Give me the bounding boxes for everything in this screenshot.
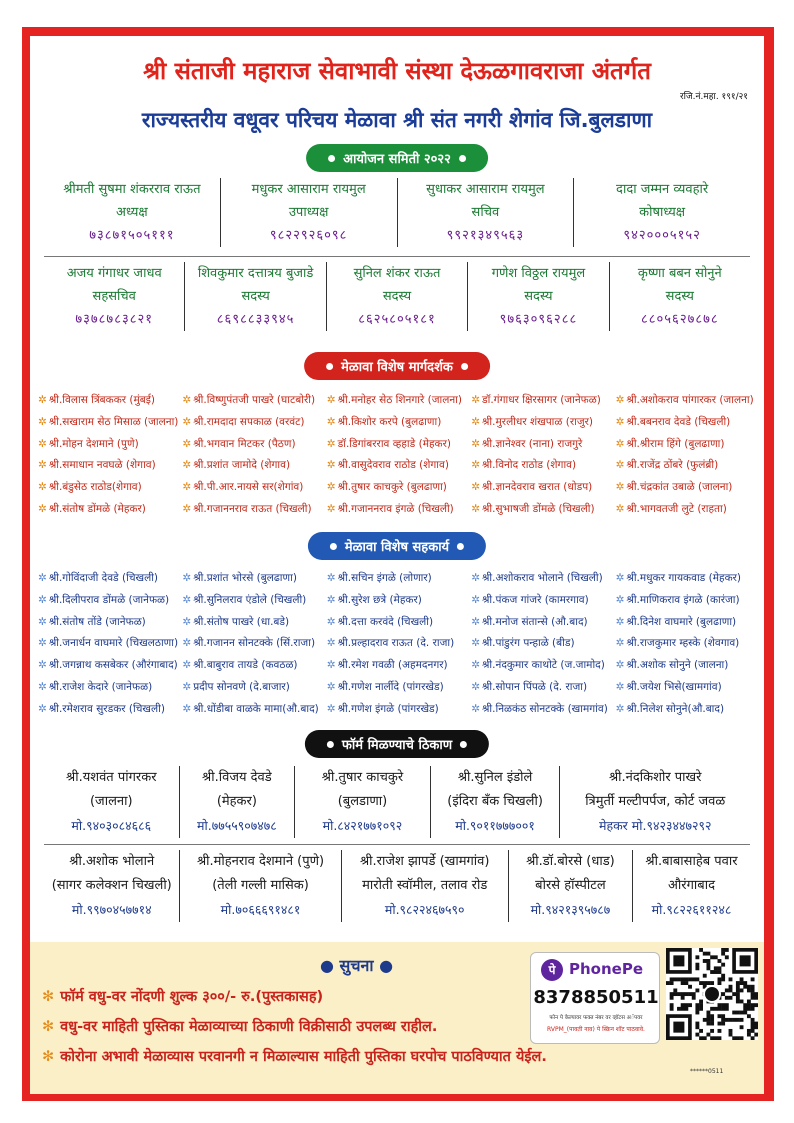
guide-name: ✲ श्री.चंद्रकांत उबाळे (जालना) [615, 481, 733, 494]
asterisk-icon: ✲ [38, 394, 47, 406]
guide-name: ✲ श्री.रामदादा सपकाळ (वरवंट) [182, 415, 305, 428]
form-location-cell [431, 766, 561, 838]
bullet-icon [460, 741, 467, 748]
asterisk-icon: ✲ [615, 415, 625, 428]
supporter-name: ✲ श्री.धोंडीबा वाळके मामा(औ.बाद) [182, 702, 319, 715]
member-phone: ९९२१३४९५६३ [446, 228, 525, 243]
location-name: श्री.बाबासाहेब पवार [645, 854, 738, 869]
location-name: श्री.डॉ.बोरसे (धाड) [526, 854, 615, 869]
form-location-cell [633, 850, 750, 922]
form-location-cell [560, 766, 750, 838]
location-address: मारोती स्वॉमील, तलाव रोड [362, 878, 488, 893]
supporter-name: ✲ श्री.दिलीपराव डोंमळे (जानेफळ) [38, 593, 170, 606]
asterisk-icon: ✲ [182, 637, 192, 650]
asterisk-icon: ✲ [38, 615, 47, 628]
guide-name: ✲ डॉ.डिगांबरराव व्हहाडे (मेहकर) [326, 437, 451, 450]
asterisk-icon: ✲ [615, 659, 625, 672]
asterisk-icon: ✲ [615, 481, 625, 494]
asterisk-icon: ✲ [326, 502, 336, 515]
asterisk-icon: ✲ [615, 459, 625, 472]
location-phone: मो.९०११७७७००१ [455, 818, 535, 833]
committee-member-cell [44, 262, 185, 331]
committee-member-cell [610, 262, 750, 331]
phonepe-note: फोन पे केल्यावर फक्त नंबर वर व्हॉटस अॅपवर [549, 1015, 643, 1021]
location-phone: मो.९८२२६११२४८ [651, 902, 732, 917]
guide-name: ✲ श्री.तुषार काचकुरे (बुलढाणा) [326, 481, 447, 494]
phonepe-logo-icon: पे [541, 959, 563, 981]
guide-name: ✲ श्री.श्रीराम हिंगे (बुलढाणा) [615, 437, 725, 450]
asterisk-icon: ✲ [471, 415, 480, 428]
guide-name: ✲ श्री.मुरलीधर शंखपाळ (राजुर) [471, 415, 594, 428]
location-name: श्री.सुनिल इंडोले [457, 770, 533, 785]
supporter-name: ✲ श्री.राजकुमार म्हस्के (शेवगाव) [615, 637, 740, 650]
member-phone: ८६९८८३३९४५ [216, 312, 295, 327]
bullet-icon [328, 155, 335, 162]
member-name: गणेश विठ्ठल रायमुल [491, 266, 586, 281]
asterisk-icon: ✲ [326, 459, 336, 472]
asterisk-icon: ✲ [326, 680, 336, 693]
committee-member-cell [468, 262, 609, 331]
guide-name: ✲ श्री.राजेंद्र ठोंबरे (फुलंब्री) [615, 459, 719, 472]
asterisk-icon: ✲ [471, 572, 480, 584]
member-role: सदस्य [382, 289, 412, 304]
bullet-icon [461, 363, 468, 370]
bullet-icon [459, 155, 466, 162]
supporter-name: ✲ प्रदीप सोनवणे (दे.बाजार) [182, 680, 290, 693]
page-title: श्री संताजी महाराज सेवाभावी संस्था देऊळगावराजा अंतर्गत [143, 57, 651, 85]
bullet-icon [326, 363, 333, 370]
bullet-icon [327, 741, 334, 748]
asterisk-icon: ✲ [38, 702, 47, 715]
form-location-cell [180, 850, 341, 922]
member-role: सदस्य [524, 289, 553, 304]
guide-name: ✲ श्री.गजाननराव राऊत (चिखली) [182, 502, 312, 515]
qr-code-label: ******0511 [690, 1068, 724, 1075]
notice-line: ✻ वधु-वर माहिती पुस्तिका मेळाव्याच्या ठिकाणी विक्रीसाठी उपलब्ध राहील. [42, 1019, 438, 1035]
supporter-name: ✲ श्री.जगन्नाथ कसबेकर (औरंगाबाद) [38, 659, 178, 672]
bullet-icon [330, 543, 337, 550]
guide-name: ✲ श्री.विनोद राठोड (शेगाव) [471, 459, 577, 472]
committee-member-cell [185, 262, 326, 331]
guide-name: ✲ श्री.विलास त्रिंबककर (मुंबई) [38, 394, 156, 406]
supporter-name: ✲ श्री.प्रशांत भोरसे (बुलढाणा) [182, 572, 297, 584]
member-role: सचिव [471, 205, 500, 220]
asterisk-icon: ✲ [38, 502, 47, 515]
member-role: सदस्य [665, 289, 694, 304]
asterisk-icon: ✲ [326, 572, 336, 584]
supporter-name: ✲ श्री.सचिन इंगळे (लोणार) [326, 572, 432, 584]
asterisk-icon: ✲ [326, 615, 336, 628]
member-role: सहसचिव [92, 289, 136, 304]
notice-line: ✻ फॉर्म वधु-वर नोंदणी शुल्क ३००/- रु.(पुस्तकासह) [42, 989, 324, 1005]
member-phone: ९८२२९२६०९८ [269, 228, 348, 243]
asterisk-icon: ✲ [182, 437, 192, 450]
location-address: त्रिमुर्ती मल्टीपर्पज, कोर्ट जवळ [585, 794, 726, 809]
asterisk-icon: ✲ [326, 481, 336, 494]
asterisk-icon: ✲ [615, 394, 625, 406]
supporter-name: ✲ श्री.पांडुरंग पन्हाळे (बीड) [471, 637, 575, 650]
location-phone: मो.९९७०४५७७१४ [71, 902, 152, 917]
asterisk-icon: ✲ [38, 680, 47, 693]
supporter-name: ✲ श्री.दत्ता करवंदे (चिखली) [326, 615, 434, 628]
supporter-name: ✲ श्री.जयेश भिसे(खामगांव) [615, 680, 722, 693]
committee-member-cell [221, 178, 398, 247]
supporter-name: ✲ श्री.मधुकर गायकवाड (मेहकर) [615, 572, 742, 584]
member-name: कृष्णा बबन सोनुने [637, 266, 722, 281]
member-role: सदस्य [241, 289, 270, 304]
asterisk-icon: ✻ [42, 989, 55, 1005]
guide-name: ✲ श्री.संतोष डोंमळे (मेहकर) [38, 502, 146, 515]
location-name: श्री.मोहनराव देशमाने (पुणे) [196, 854, 325, 869]
guides-heading: मेळावा विशेष मार्गदर्शक [304, 352, 490, 380]
member-name: मधुकर आसाराम रायमुल [251, 182, 366, 197]
notice-heading: ● सुचना ● [320, 956, 394, 975]
qr-code-icon [666, 948, 758, 1040]
committee-member-cell [327, 262, 468, 331]
support-list [38, 568, 760, 721]
location-name: श्री.तुषार काचकुरे [321, 770, 404, 785]
guide-name: ✲ श्री.वासुदेवराव राठोड (शेगाव) [326, 459, 449, 472]
asterisk-icon: ✲ [471, 637, 480, 650]
member-name: शिवकुमार दत्तात्रय बुजाडे [197, 266, 314, 281]
committee-heading: आयोजन समिती २०२२ [306, 144, 488, 172]
committee-member-cell [574, 178, 750, 247]
asterisk-icon: ✲ [326, 702, 336, 715]
member-phone: ८८०५६२७८७८ [641, 312, 719, 327]
committee-member-cell [398, 178, 575, 247]
guide-name: ✲ श्री.बंडुसेठ राठोड(शेगाव) [38, 481, 142, 494]
asterisk-icon: ✲ [615, 615, 625, 628]
member-role: कोषाध्यक्ष [639, 205, 686, 220]
supporter-name: ✲ श्री.बाबुराव तायडे (कवठळ) [182, 659, 298, 672]
supporter-name: ✲ श्री.माणिकराव इंगळे (कारंजा) [615, 593, 740, 606]
location-name: श्री.अशोक भोलाने [69, 854, 155, 869]
phonepe-number: 8378850511 [533, 987, 659, 1008]
asterisk-icon: ✲ [182, 394, 192, 406]
bullet-icon [457, 543, 464, 550]
phonepe-brand: PhonePe [569, 960, 643, 978]
form-location-cell [44, 766, 180, 838]
asterisk-icon: ✲ [471, 502, 480, 515]
location-address: औरंगाबाद [668, 878, 715, 893]
guide-name: ✲ श्री.सुभाषजी डोंमळे (चिखली) [471, 502, 595, 515]
supporter-name: ✲ श्री.रमेश गवळी (अहमदनगर) [326, 659, 448, 672]
location-address: (जालना) [89, 794, 133, 809]
location-name: श्री.राजेश झापर्डे (खामगांव) [359, 854, 490, 869]
notice-panel [30, 942, 764, 1094]
supporter-name: ✲ श्री.अशोकराव भोलाने (चिखली) [471, 572, 603, 584]
divider [44, 256, 750, 257]
asterisk-icon: ✲ [326, 437, 336, 450]
guide-name: ✲ श्री.विष्णुपंतजी पाखरे (घाटबोरी) [182, 394, 316, 406]
location-phone: मो.७७५५९०७४७८ [197, 818, 277, 833]
asterisk-icon: ✲ [182, 593, 192, 606]
asterisk-icon: ✲ [326, 593, 336, 606]
form-location-cell [180, 766, 296, 838]
supporter-name: ✲ श्री.सोपान पिंपळे (दे. राजा) [471, 680, 588, 693]
supporter-name: ✲ श्री.गजानन सोनटक्के (सिं.राजा) [182, 637, 316, 650]
supporter-name: ✲ श्री.नंदकुमार काथोटे (ज.जामोद) [471, 659, 605, 672]
location-name: श्री.विजय देवडे [202, 770, 272, 785]
location-phone: मो.९४२१३९५७८७ [530, 902, 611, 917]
asterisk-icon: ✲ [615, 572, 625, 584]
supporter-name: ✲ श्री.प्रल्हादराव राऊत (दे. राजा) [326, 637, 455, 650]
committee-member-cell [44, 178, 221, 247]
member-role: अध्यक्ष [116, 205, 148, 220]
location-address: (इंदिरा बँक चिखली) [447, 794, 543, 809]
guide-name: ✲ श्री.बबनराव देवडे (चिखली) [615, 415, 731, 428]
asterisk-icon: ✲ [38, 637, 47, 650]
form-location-cell [342, 850, 509, 922]
location-address: (सागर कलेक्शन चिखली) [51, 878, 172, 893]
asterisk-icon: ✲ [38, 437, 47, 450]
member-role: उपाध्यक्ष [288, 205, 329, 220]
supporter-name: ✲ श्री.संतोष पाखरे (धा.बडे) [182, 615, 290, 628]
guide-name: ✲ श्री.भगवान मिटकर (पैठण) [182, 437, 296, 450]
location-phone: मो.९८२२४६७५९० [384, 902, 465, 917]
committee-row-1 [44, 178, 750, 247]
asterisk-icon: ✲ [326, 637, 336, 650]
asterisk-icon: ✲ [471, 593, 480, 606]
asterisk-icon: ✲ [182, 502, 192, 515]
supporter-name: ✲ श्री.गणेश इंगळे (पांगरखेड) [326, 702, 439, 715]
supporter-name: ✲ श्री.सुरेश छत्रे (मेहकर) [326, 593, 422, 606]
member-phone: ८६२५८०५१८१ [358, 312, 436, 327]
guide-name: ✲ श्री.प्रशांत जामोदे (शेगाव) [182, 459, 291, 472]
asterisk-icon: ✲ [182, 415, 192, 428]
guide-name: ✲ श्री.समाधान नवघळे (शेगाव) [38, 459, 156, 472]
guide-name: ✲ श्री.अशोकराव पांगारकर (जालना) [615, 394, 754, 406]
member-phone: ७३८७१५०५१११ [89, 228, 175, 243]
member-phone: ९७६३०९६२८८ [499, 312, 578, 327]
asterisk-icon: ✻ [42, 1019, 55, 1035]
supporter-name: ✲ श्री.रमेशराव सुरडकर (चिखली) [38, 702, 165, 715]
asterisk-icon: ✲ [182, 702, 192, 715]
guide-name: ✲ श्री.भागवतजी लुटे (राहता) [615, 502, 727, 515]
asterisk-icon: ✲ [182, 659, 192, 672]
asterisk-icon: ✲ [471, 659, 480, 672]
forms-row-1 [44, 766, 750, 838]
member-name: दादा जम्मन व्यवहारे [616, 182, 709, 197]
supporter-name: ✲ श्री.निळकंठ सोनटक्के (खामगांव) [471, 702, 608, 715]
asterisk-icon: ✲ [38, 459, 47, 472]
asterisk-icon: ✲ [471, 437, 480, 450]
asterisk-icon: ✲ [471, 680, 480, 693]
forms-row-2 [44, 850, 750, 922]
asterisk-icon: ✲ [471, 459, 480, 472]
phonepe-card [530, 952, 660, 1044]
supporter-name: ✲ श्री.गोविंदाजी देवडे (चिखली) [38, 572, 159, 584]
forms-heading: फॉर्म मिळण्याचे ठिकाण [305, 730, 489, 758]
phonepe-note: RVPM_(पावती नाव) पे स्क्रिन शॉट पाठवावे. [547, 1026, 645, 1033]
location-address: बोरसे हॉस्पीटल [535, 878, 606, 893]
supporter-name: ✲ श्री.निलेश सोनुने(औ.बाद) [615, 702, 725, 715]
guide-name: ✲ श्री.गजाननराव इंगळे (चिखली) [326, 502, 454, 515]
divider [44, 844, 750, 845]
poster [30, 36, 764, 1094]
supporter-name: ✲ श्री.मनोज संतान्से (औ.बाद) [471, 615, 588, 628]
asterisk-icon: ✲ [471, 481, 480, 494]
asterisk-icon: ✲ [182, 572, 192, 584]
member-name: अजय गंगाधर जाधव [66, 266, 162, 281]
asterisk-icon: ✲ [326, 394, 336, 406]
supporter-name: ✲ श्री.गणेश नार्लीदे (पांगरखेड) [326, 680, 444, 693]
asterisk-icon: ✲ [471, 702, 480, 715]
asterisk-icon: ✲ [38, 659, 47, 672]
location-address: (मेहकर) [216, 794, 257, 809]
asterisk-icon: ✲ [615, 593, 625, 606]
location-phone: मो.८४२१७७१०९२ [322, 818, 403, 833]
supporter-name: ✲ श्री.सुनिलराव एंडोले (चिखली) [182, 593, 307, 606]
member-name: सुधाकर आसाराम रायमुल [426, 182, 545, 197]
member-name: सुनिल शंकर राऊत [353, 266, 441, 281]
supporter-name: ✲ श्री.अशोक सोनुने (जालना) [615, 659, 729, 672]
supporter-name: ✲ श्री.दिनेश वाघमारे (बुलढाणा) [615, 615, 737, 628]
form-location-cell [295, 766, 431, 838]
asterisk-icon: ✲ [182, 481, 192, 494]
asterisk-icon: ✲ [471, 615, 480, 628]
support-heading: मेळावा विशेष सहकार्य [308, 532, 486, 560]
asterisk-icon: ✲ [38, 481, 47, 494]
asterisk-icon: ✲ [182, 615, 192, 628]
form-location-cell [44, 850, 180, 922]
form-location-cell [509, 850, 633, 922]
location-phone: मेहकर मो.९४२३४४७२९२ [598, 818, 712, 833]
supporter-name: ✲ श्री.पंकज गांजरे (कामरगाव) [471, 593, 589, 606]
location-name: श्री.यशवंत पांगरकर [66, 770, 157, 785]
supporter-name: ✲ श्री.जनार्धन वाघमारे (चिखलठाणा) [38, 637, 179, 650]
asterisk-icon: ✲ [326, 415, 336, 428]
asterisk-icon: ✲ [471, 394, 480, 406]
guide-name: ✲ श्री.ज्ञानेश्वर (नाना) राजगुरे [471, 437, 583, 450]
location-phone: मो.७०६६६९१४८१ [220, 902, 301, 917]
guide-name: ✲ श्री.ज्ञानदेवराव खरात (धोडप) [471, 481, 593, 494]
asterisk-icon: ✲ [38, 572, 47, 584]
location-address: (बुलडाणा) [337, 794, 388, 809]
asterisk-icon: ✲ [182, 459, 192, 472]
guide-name: ✲ श्री.किशोर करपे (बुलढाणा) [326, 415, 442, 428]
member-phone: ९४२०००५१५२ [623, 228, 701, 243]
asterisk-icon: ✲ [182, 680, 192, 693]
member-name: श्रीमती सुषमा शंकरराव राऊत [63, 182, 201, 197]
asterisk-icon: ✲ [615, 637, 625, 650]
guide-name: ✲ श्री.मोहन देशमाने (पुणे) [38, 437, 139, 450]
registration-number: रजि.नं.महा. १९१/२१ [679, 92, 748, 102]
page-subtitle: राज्यस्तरीय वधूवर परिचय मेळावा श्री संत नगरी शेगांव जि.बुलडाणा [141, 108, 653, 132]
asterisk-icon: ✲ [38, 415, 47, 428]
guide-name: ✲ श्री.सखाराम सेठ मिसाळ (जालना) [38, 415, 179, 428]
asterisk-icon: ✲ [615, 502, 625, 515]
guide-name: ✲ श्री.पी.आर.नायसे सर(शेगांव) [182, 481, 304, 494]
committee-row-2 [44, 262, 750, 331]
notice-line: ✻ कोरोना अभावी मेळाव्यास परवानगी न मिळाल्यास माहिती पुस्तिका घरपोच पाठविण्यात येईल. [42, 1049, 547, 1065]
asterisk-icon: ✻ [42, 1049, 55, 1065]
supporter-name: ✲ श्री.संतोष तोंडे (जानेफळ) [38, 615, 146, 628]
guide-name: ✲ डॉ.गंगाधर क्षिरसागर (जानेफळ) [471, 394, 601, 406]
location-address: (तेली गल्ली मासिक) [212, 878, 309, 893]
guide-name: ✲ श्री.मनोहर सेठ शिनगारे (जालना) [326, 394, 462, 406]
asterisk-icon: ✲ [615, 437, 625, 450]
location-name: श्री.नंदकिशोर पाखरे [608, 770, 702, 785]
asterisk-icon: ✲ [326, 659, 336, 672]
location-phone: मो.९४०३०८४६८६ [71, 818, 152, 833]
guides-list [38, 390, 760, 521]
asterisk-icon: ✲ [38, 593, 47, 606]
member-phone: ७३७८७८३८२१ [75, 312, 153, 327]
supporter-name: ✲ श्री.राजेश केदारे (जानेफळ) [38, 680, 153, 693]
asterisk-icon: ✲ [615, 680, 625, 693]
asterisk-icon: ✲ [615, 702, 625, 715]
